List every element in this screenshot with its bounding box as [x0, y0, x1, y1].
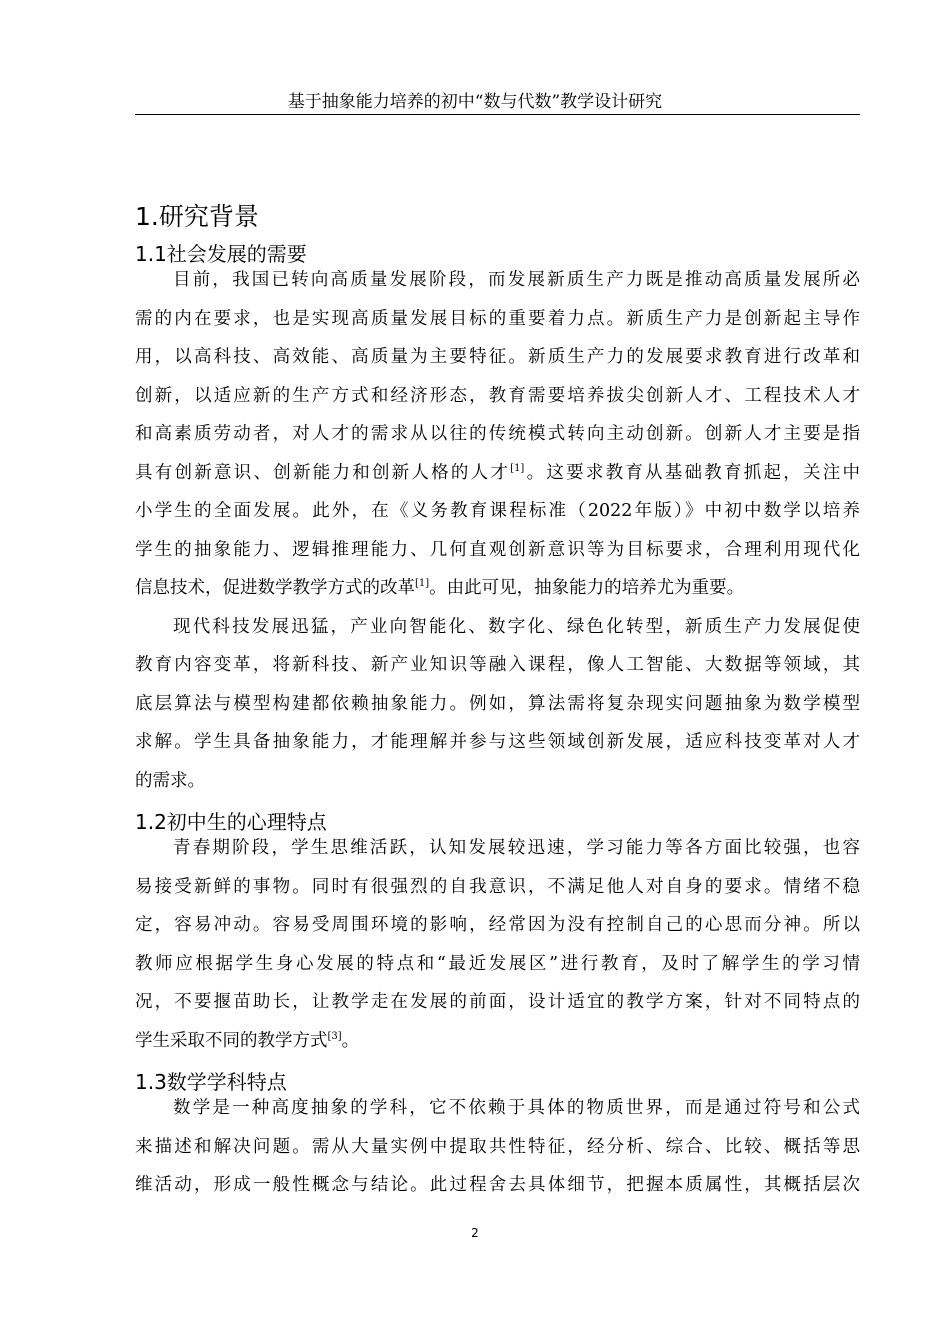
subsection-heading: 1.2初中生的心理特点 [135, 810, 327, 834]
body-text: 。这要求教育从基础教育抓起，关注中 [524, 463, 861, 483]
body-line: 维活动，形成一般性概念与结论。此过程舍去具体细节，把握本质属性，其概括层次 [135, 1175, 860, 1195]
body-line: 小学生的全面发展。此外，在《义务教育课程标准（2022年版）》中初中数学以培养 [135, 501, 860, 521]
body-line: 来描述和解决问题。需从大量实例中提取共性特征，经分析、综合、比较、概括等思 [135, 1137, 860, 1157]
citation-marker: [3] [327, 1031, 342, 1042]
body-text: 学生采取不同的教学方式 [135, 1031, 328, 1051]
body-line: 底层算法与模型构建都依赖抽象能力。例如，算法需将复杂现实问题抽象为数学模型 [135, 694, 860, 714]
running-header: 基于抽象能力培养的初中“数与代数”教学设计研究 [287, 92, 663, 112]
body-line: 况，不要揠苗助长，让教学走在发展的前面，设计适宜的教学方案，针对不同特点的 [135, 992, 860, 1012]
subsection-heading: 1.3数学学科特点 [135, 1070, 287, 1094]
subsection-heading: 1.1社会发展的需要 [135, 242, 307, 266]
body-text: 。 [341, 1031, 360, 1051]
body-line: 需的内在要求，也是实现高质量发展目标的重要着力点。新质生产力是创新起主导作 [135, 309, 860, 329]
body-line [135, 461, 860, 485]
body-line: 学生的抽象能力、逻辑推理能力、几何直观创新意识等为目标要求，合理利用现代化 [135, 540, 860, 560]
body-text: 信息技术，促进数学教学方式的改革 [135, 578, 415, 598]
section-heading: 1.研究背景 [135, 202, 259, 231]
body-line: 创新，以适应新的生产方式和经济形态，教育需要培养拔尖创新人才、工程技术人才 [135, 386, 860, 406]
body-line: 易接受新鲜的事物。同时有很强烈的自我意识，不满足他人对自身的要求。情绪不稳 [135, 877, 860, 897]
body-line: 数学是一种高度抽象的学科，它不依赖于具体的物质世界，而是通过符号和公式 [173, 1098, 860, 1118]
citation-marker: [1] [510, 463, 525, 474]
body-line: 求解。学生具备抽象能力，才能理解并参与这些领域创新发展，适应科技变革对人才 [135, 732, 860, 752]
body-line: 青春期阶段，学生思维活跃，认知发展较迅速，学习能力等各方面比较强，也容 [173, 838, 860, 858]
body-line: 教师应根据学生身心发展的特点和“最近发展区”进行教育，及时了解学生的学习情 [135, 954, 860, 974]
body-line: 现代科技发展迅猛，产业向智能化、数字化、绿色化转型，新质生产力发展促使 [173, 617, 860, 637]
body-line: 用，以高科技、高效能、高质量为主要特征。新质生产力的发展要求教育进行改革和 [135, 347, 860, 367]
body-line: 目前，我国已转向高质量发展阶段，而发展新质生产力既是推动高质量发展所必 [173, 270, 860, 290]
body-line [135, 576, 860, 600]
body-line: 的需求。 [135, 771, 205, 791]
body-text: 。由此可见，抽象能力的培养尤为重要。 [429, 578, 745, 598]
body-line: 教育内容变革，将新科技、新产业知识等融入课程，像人工智能、大数据等领域，其 [135, 655, 860, 675]
body-line: 定，容易冲动。容易受周围环境的影响，经常因为没有控制自己的心思而分神。所以 [135, 915, 860, 935]
body-line: 和高素质劳动者，对人才的需求从以往的传统模式转向主动创新。创新人才主要是指 [135, 424, 860, 444]
page-number: 2 [471, 1226, 479, 1240]
citation-marker: [1] [415, 578, 430, 589]
body-text: 具有创新意识、创新能力和创新人格的人才 [135, 463, 511, 483]
body-line [135, 1029, 860, 1053]
header-rule [135, 114, 860, 115]
